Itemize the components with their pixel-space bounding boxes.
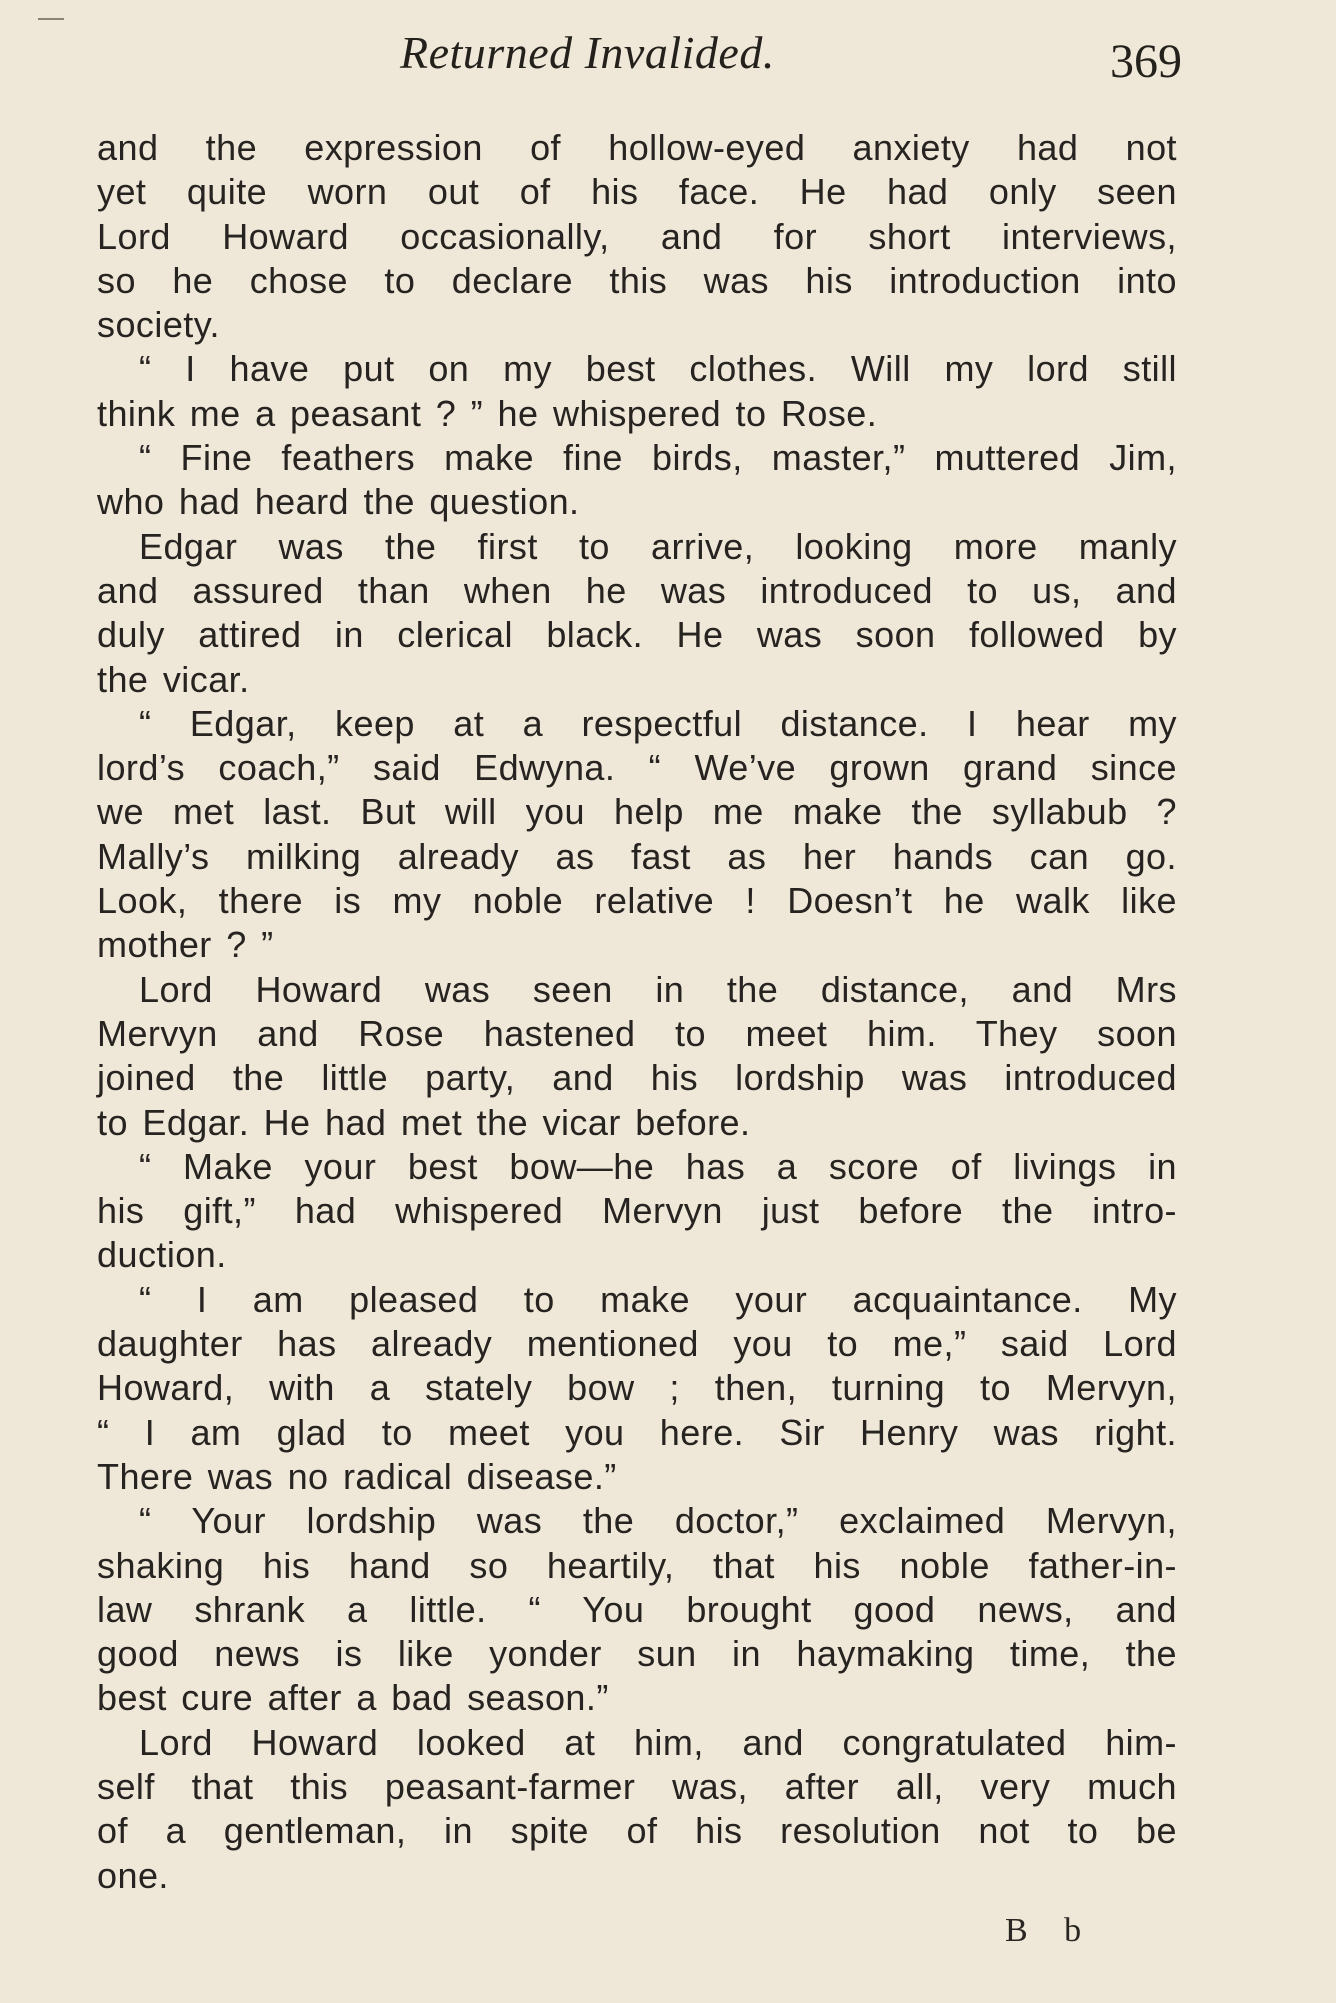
text-line: Lord Howard occasionally, and for short interviews, <box>97 215 1177 257</box>
text-line: duction. <box>97 1234 227 1276</box>
text-line: daughter has already mentioned you to me,” said Lord <box>97 1323 1177 1365</box>
text-line: duly attired in clerical black. He was soon followed by <box>97 614 1177 656</box>
text-line: Howard, with a stately bow ; then, turning to Mervyn, <box>97 1367 1177 1409</box>
text-line: “ Make your best bow—he has a score of livings in <box>139 1145 1177 1187</box>
text-line: his gift,” had whispered Mervyn just before the intro- <box>97 1190 1177 1232</box>
text-line: mother ? ” <box>97 924 274 966</box>
text-line: “ I am pleased to make your acquaintance. My <box>139 1278 1177 1320</box>
body-text <box>97 126 1177 1898</box>
text-line: “ I have put on my best clothes. Will my lord still <box>139 348 1177 390</box>
signature-mark: B b <box>1005 1912 1096 1949</box>
text-line: so he chose to declare this was his introduction into <box>97 259 1177 301</box>
text-line: to Edgar. He had met the vicar before. <box>97 1101 751 1143</box>
text-line: Edgar was the first to arrive, looking more manly <box>139 525 1177 567</box>
text-line: and assured than when he was introduced to us, and <box>97 569 1177 611</box>
text-line: self that this peasant-farmer was, after all, very much <box>97 1765 1177 1807</box>
text-line: yet quite worn out of his face. He had only seen <box>97 171 1177 213</box>
text-line: shaking his hand so heartily, that his noble father-in- <box>97 1544 1177 1586</box>
text-line: Look, there is my noble relative ! Doesn’t he walk like <box>97 880 1177 922</box>
text-line: we met last. But will you help me make the syllabub ? <box>97 791 1177 833</box>
page-number: 369 <box>1110 35 1182 88</box>
text-line: who had heard the question. <box>97 481 580 523</box>
text-line: “ Edgar, keep at a respectful distance. I hear my <box>139 702 1177 744</box>
text-line: one. <box>97 1854 169 1896</box>
text-line: good news is like yonder sun in haymaking time, the <box>97 1633 1177 1675</box>
text-line: “ I am glad to meet you here. Sir Henry was right. <box>97 1411 1177 1453</box>
text-line: society. <box>97 304 220 346</box>
text-line: best cure after a bad season.” <box>97 1677 609 1719</box>
text-line: Mally’s milking already as fast as her hands can go. <box>97 835 1177 877</box>
text-line: There was no radical disease.” <box>97 1455 617 1497</box>
text-line: Lord Howard was seen in the distance, and Mrs <box>139 968 1177 1010</box>
text-line: think me a peasant ? ” he whispered to Rose. <box>97 392 878 434</box>
text-line: law shrank a little. “ You brought good news, and <box>97 1588 1177 1630</box>
text-line: of a gentleman, in spite of his resolution not to be <box>97 1810 1177 1852</box>
text-line: Lord Howard looked at him, and congratulated him- <box>139 1721 1177 1763</box>
text-line: lord’s coach,” said Edwyna. “ We’ve grown grand since <box>97 747 1177 789</box>
page-header <box>0 20 1336 100</box>
text-line: the vicar. <box>97 658 250 700</box>
text-line: “ Your lordship was the doctor,” exclaimed Mervyn, <box>139 1500 1177 1542</box>
text-line: Mervyn and Rose hastened to meet him. They soon <box>97 1012 1177 1054</box>
running-title: Returned Invalided. <box>400 27 775 78</box>
text-line: and the expression of hollow-eyed anxiety had not <box>97 127 1177 168</box>
text-line: “ Fine feathers make fine birds, master,” muttered Jim, <box>139 437 1177 479</box>
text-line: joined the little party, and his lordship was introduced <box>97 1057 1177 1099</box>
